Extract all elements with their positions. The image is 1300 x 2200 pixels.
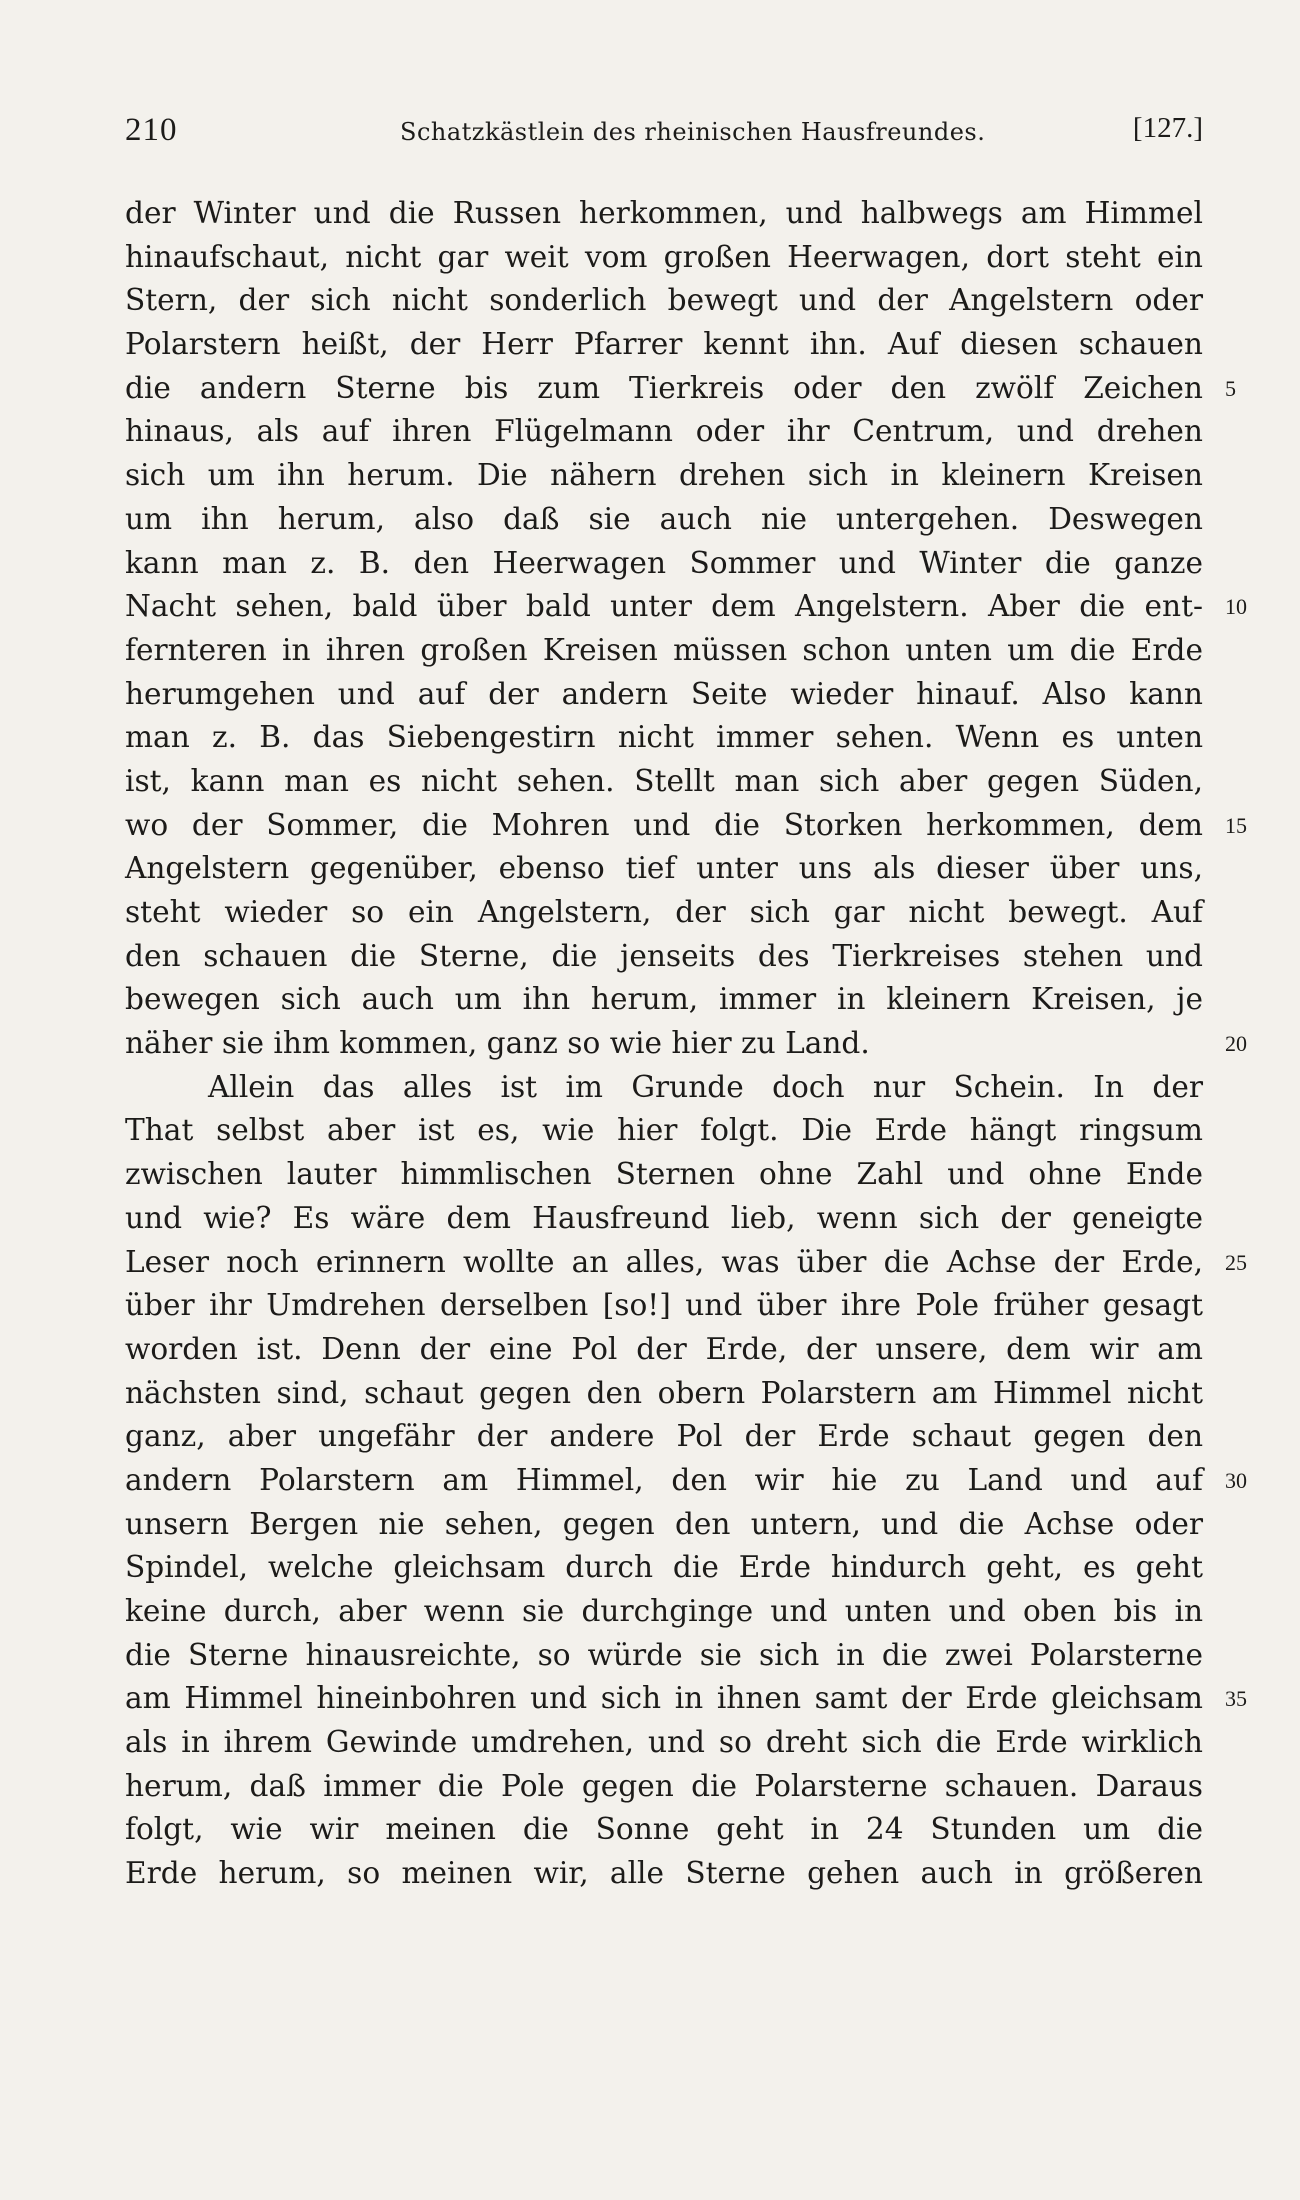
- line-number: 10: [1225, 594, 1247, 620]
- line-number: 15: [1225, 812, 1247, 838]
- line-number: 5: [1225, 375, 1236, 401]
- line-number: 30: [1225, 1467, 1247, 1493]
- page-header: [125, 112, 1203, 160]
- text-line: ganz, aber ungefähr der andere Pol der Erde schaut gegen den: [125, 1419, 1203, 1454]
- text-line: worden ist. Denn der eine Pol der Erde, der unsere, dem wir am: [125, 1331, 1203, 1366]
- text-line: die andern Sterne bis zum Tierkreis oder den zwölf Zeichen 5: [125, 367, 1203, 411]
- page-number: 210: [125, 112, 178, 148]
- text-line: hinaus, als auf ihren Flügelmann oder ihr Centrum, und drehen: [125, 414, 1203, 449]
- text-line: fernteren in ihren großen Kreisen müssen schon unten um die Erde: [125, 632, 1203, 667]
- text-line: That selbst aber ist es, wie hier folgt. Die Erde hängt ringsum: [125, 1113, 1203, 1148]
- text-line: näher sie ihm kommen, ganz so wie hier zu Land. 20: [125, 1022, 1203, 1066]
- text-line: herumgehen und auf der andern Seite wieder hinauf. Also kann: [125, 676, 1203, 711]
- text-line: herum, daß immer die Pole gegen die Polarsterne schauen. Daraus: [125, 1768, 1203, 1803]
- text-line: wo der Sommer, die Mohren und die Storken herkommen, dem 15: [125, 804, 1203, 848]
- text-line: den schauen die Sterne, die jenseits des Tierkreises stehen und: [125, 938, 1203, 973]
- text-line: kann man z. B. den Heerwagen Sommer und Winter die ganze: [125, 545, 1203, 580]
- text-line: Polarstern heißt, der Herr Pfarrer kennt ihn. Auf diesen schauen: [125, 327, 1203, 362]
- text-line: Nacht sehen, bald über bald unter dem Angelstern. Aber die ent- 10: [125, 585, 1203, 629]
- text-line: man z. B. das Siebengestirn nicht immer sehen. Wenn es unten: [125, 720, 1203, 755]
- text-line: sich um ihn herum. Die nähern drehen sich in kleinern Kreisen: [125, 458, 1203, 493]
- text-line: und wie? Es wäre dem Hausfreund lieb, wenn sich der geneigte: [125, 1200, 1203, 1235]
- text-line: andern Polarstern am Himmel, den wir hie zu Land und auf 30: [125, 1459, 1203, 1503]
- line-number: 20: [1225, 1031, 1247, 1057]
- text-line: Angelstern gegenüber, ebenso tief unter uns als dieser über uns,: [125, 851, 1203, 886]
- running-head: Schatzkästlein des rheinischen Hausfreundes.: [400, 118, 986, 146]
- text-line: bewegen sich auch um ihn herum, immer in kleinern Kreisen, je: [125, 982, 1203, 1017]
- text-line: folgt, wie wir meinen die Sonne geht in 24 Stunden um die: [125, 1812, 1203, 1847]
- text-line: der Winter und die Russen herkommen, und halbwegs am Himmel: [125, 196, 1203, 230]
- text-line: ist, kann man es nicht sehen. Stellt man sich aber gegen Süden,: [125, 763, 1203, 798]
- text-line: Allein das alles ist im Grunde doch nur Schein. In der: [208, 1069, 1203, 1104]
- text-line: unsern Bergen nie sehen, gegen den untern, und die Achse oder: [125, 1506, 1203, 1541]
- text-line: keine durch, aber wenn sie durchginge und unten und oben bis in: [125, 1594, 1203, 1628]
- body-text: [125, 192, 1247, 1896]
- text-line: hinaufschaut, nicht gar weit vom großen Heerwagen, dort steht ein: [125, 239, 1203, 274]
- text-line: steht wieder so ein Angelstern, der sich gar nicht bewegt. Auf: [125, 895, 1203, 929]
- text-line: Spindel, welche gleichsam durch die Erde hindurch geht, es geht: [125, 1550, 1203, 1585]
- text-line: über ihr Umdrehen derselben [so!] und über ihre Pole früher gesagt: [125, 1288, 1203, 1323]
- text-line: Erde herum, so meinen wir, alle Sterne gehen auch in größeren: [125, 1856, 1203, 1891]
- text-line: Stern, der sich nicht sonderlich bewegt und der Angelstern oder: [125, 283, 1203, 318]
- text-line: nächsten sind, schaut gegen den obern Polarstern am Himmel nicht: [125, 1375, 1203, 1410]
- text-line: um ihn herum, also daß sie auch nie untergehen. Deswegen: [125, 501, 1203, 536]
- line-number: 35: [1225, 1686, 1247, 1712]
- text-line: die Sterne hinausreichte, so würde sie sich in die zwei Polarsterne: [125, 1637, 1203, 1672]
- text-line: Leser noch erinnern wollte an alles, was über die Achse der Erde, 25: [125, 1241, 1203, 1285]
- text-line: als in ihrem Gewinde umdrehen, und so dreht sich die Erde wirklich: [125, 1725, 1203, 1760]
- page-signature: [127.]: [1132, 112, 1203, 144]
- line-number: 25: [1225, 1249, 1247, 1275]
- text-line: am Himmel hineinbohren und sich in ihnen samt der Erde gleichsam 35: [125, 1677, 1203, 1721]
- text-line: zwischen lauter himmlischen Sternen ohne Zahl und ohne Ende: [125, 1157, 1203, 1192]
